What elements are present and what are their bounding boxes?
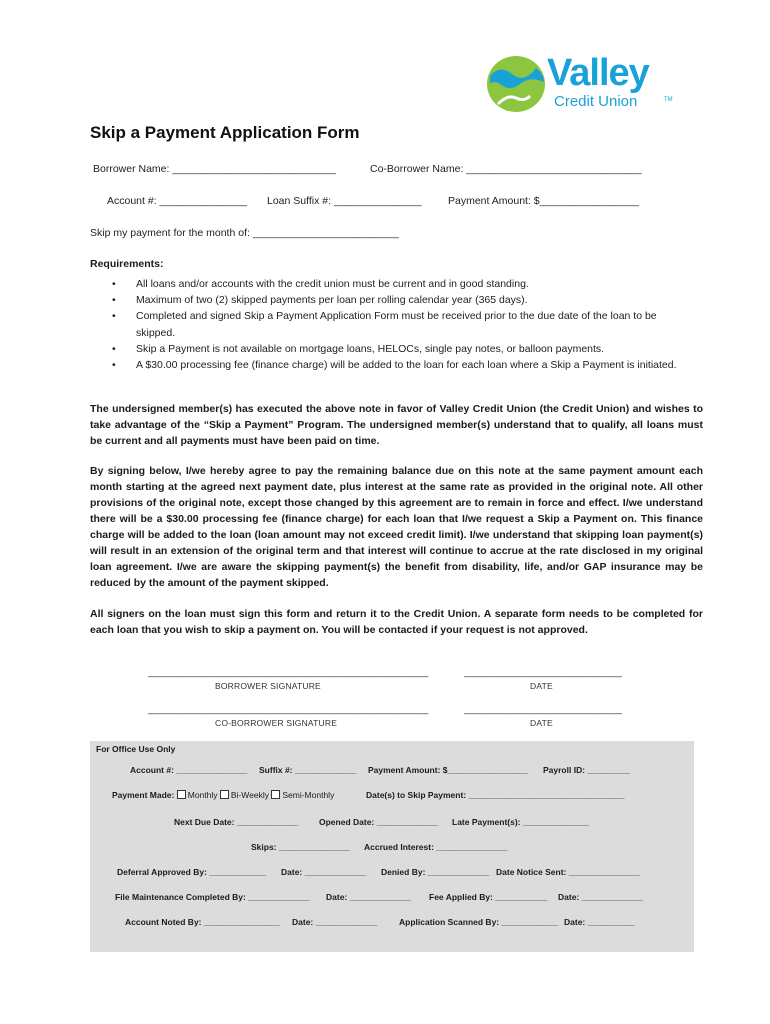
signers-paragraph: All signers on the loan must sign this form and return it to the Credit Union. A separate form needs to be completed for each loan that you wish to skip a payment on. You will be contacted if your request is not approved. [90,608,703,636]
office-date-2: Date: _____________ [326,892,412,902]
requirements-heading: Requirements: [90,258,164,270]
checkbox-icon [271,790,280,799]
requirements-list [112,276,682,373]
payment-made-row: Payment Made: Monthly Bi-Weekly Semi-Monthly [112,790,335,800]
office-date-5: Date: __________ [564,917,635,927]
office-date-4: Date: _____________ [292,917,378,927]
logo-trademark: TM [664,97,673,103]
terms-paragraph: By signing below, I/we hereby agree to pay the remaining balance due on this note at the same payment amount each month starting at the agreed next payment date, plus interest at the same rate as provided in the original note. All other provisions of the original note, except those changed by this agreement are to remain in force and effect. I/we understand there will be a $30.00 processing fee (finance charge) for each loan that I/we request a Skip a Payment on. This finance charge will be added to the loan (loan amount may not exceed credit limit). I/we understand that skipping loan payment(s) will result in an extension of the original term and that interest will continue to accrue at the rate disclosed in my original loan agreement. I/we are aware the skipping payment(s) the benefit from disability, life, and/or GAP insurance may be reduced by the amount of the payment skipped. [90,465,703,589]
office-next-due-date: Next Due Date: _____________ [174,817,299,827]
office-application-scanned-by: Application Scanned By: ____________ [399,917,559,927]
logo-subtitle: Credit Union [554,93,638,110]
office-denied-by: Denied By: _____________ [381,867,490,877]
list-item: • All loans and/or accounts with the credit union must be current and in good standing. [112,278,529,290]
account-field: Account #: _______________ [107,195,248,207]
office-file-maintenance: File Maintenance Completed By: _____________ [115,892,310,902]
office-late-payments: Late Payment(s): ______________ [452,817,590,827]
co-borrower-signature-label: CO-BORROWER SIGNATURE [215,718,338,728]
list-item: • Skip a Payment is not available on mortgage loans, HELOCs, single pay notes, or balloon payments. [112,342,605,355]
co-borrower-name-field: Co-Borrower Name: ______________________________ [370,163,642,175]
office-dates-to-skip: Date(s) to Skip Payment: _________________________________ [366,790,625,800]
office-account: Account #: _______________ [130,765,248,775]
office-payroll-id: Payroll ID: _________ [543,765,630,775]
borrower-signature-label: BORROWER SIGNATURE [215,681,321,691]
list-item: • A $30.00 processing fee (finance charge) will be added to the loan for each loan where a Skip a Payment is initiated. [112,359,677,372]
office-suffix: Suffix #: _____________ [259,765,357,775]
checkbox-icon [220,790,229,799]
office-account-noted-by: Account Noted By: ________________ [125,917,280,927]
borrower-name-field: Borrower Name: ____________________________ [93,163,336,175]
co-borrower-signature-line: ________________________________________________ [148,703,429,715]
office-skips: Skips: _______________ [251,842,350,852]
office-use-heading: For Office Use Only [96,744,176,754]
office-date-notice-sent: Date Notice Sent: _______________ [496,867,640,877]
list-item: • Completed and signed Skip a Payment Application Form must be received prior to the due date of the loan to be skipped. [112,310,657,339]
valley-logo-icon [486,54,548,114]
loan-suffix-field: Loan Suffix #: _______________ [267,195,422,207]
office-fee-applied-by: Fee Applied By: ___________ [429,892,548,902]
skip-month-field: Skip my payment for the month of: _________________________ [90,227,399,239]
logo-wordmark: Valley [547,52,649,94]
office-payment-amount: Payment Amount: $_________________ [368,765,528,775]
option-monthly: Monthly [177,790,218,800]
co-borrower-date-line: ___________________________ [464,703,622,715]
borrower-date-line: ___________________________ [464,666,622,678]
office-date-1: Date: _____________ [281,867,367,877]
borrower-signature-line: ________________________________________________ [148,666,429,678]
agreement-paragraph: The undersigned member(s) has executed the above note in favor of Valley Credit Union (the Credit Union) and wishes to take advantage of the “Skip a Payment” Program. The undersigned member(s) understand that to qualify, all loans must be current and all payments must have been paid on time. [90,403,703,447]
checkbox-icon [177,790,186,799]
borrower-date-label: DATE [530,681,553,691]
option-bi-weekly: Bi-Weekly [220,790,269,800]
co-borrower-date-label: DATE [530,718,553,728]
office-date-3: Date: _____________ [558,892,644,902]
office-deferral-approved-by: Deferral Approved By: ____________ [117,867,266,877]
option-semi-monthly: Semi-Monthly [271,790,334,800]
office-opened-date: Opened Date: _____________ [319,817,439,827]
list-item: • Maximum of two (2) skipped payments per loan per rolling calendar year (365 days). [112,294,528,307]
payment-amount-field: Payment Amount: $_________________ [448,195,639,207]
page-title: Skip a Payment Application Form [90,123,360,142]
office-accrued-interest: Accrued Interest: _______________ [364,842,508,852]
